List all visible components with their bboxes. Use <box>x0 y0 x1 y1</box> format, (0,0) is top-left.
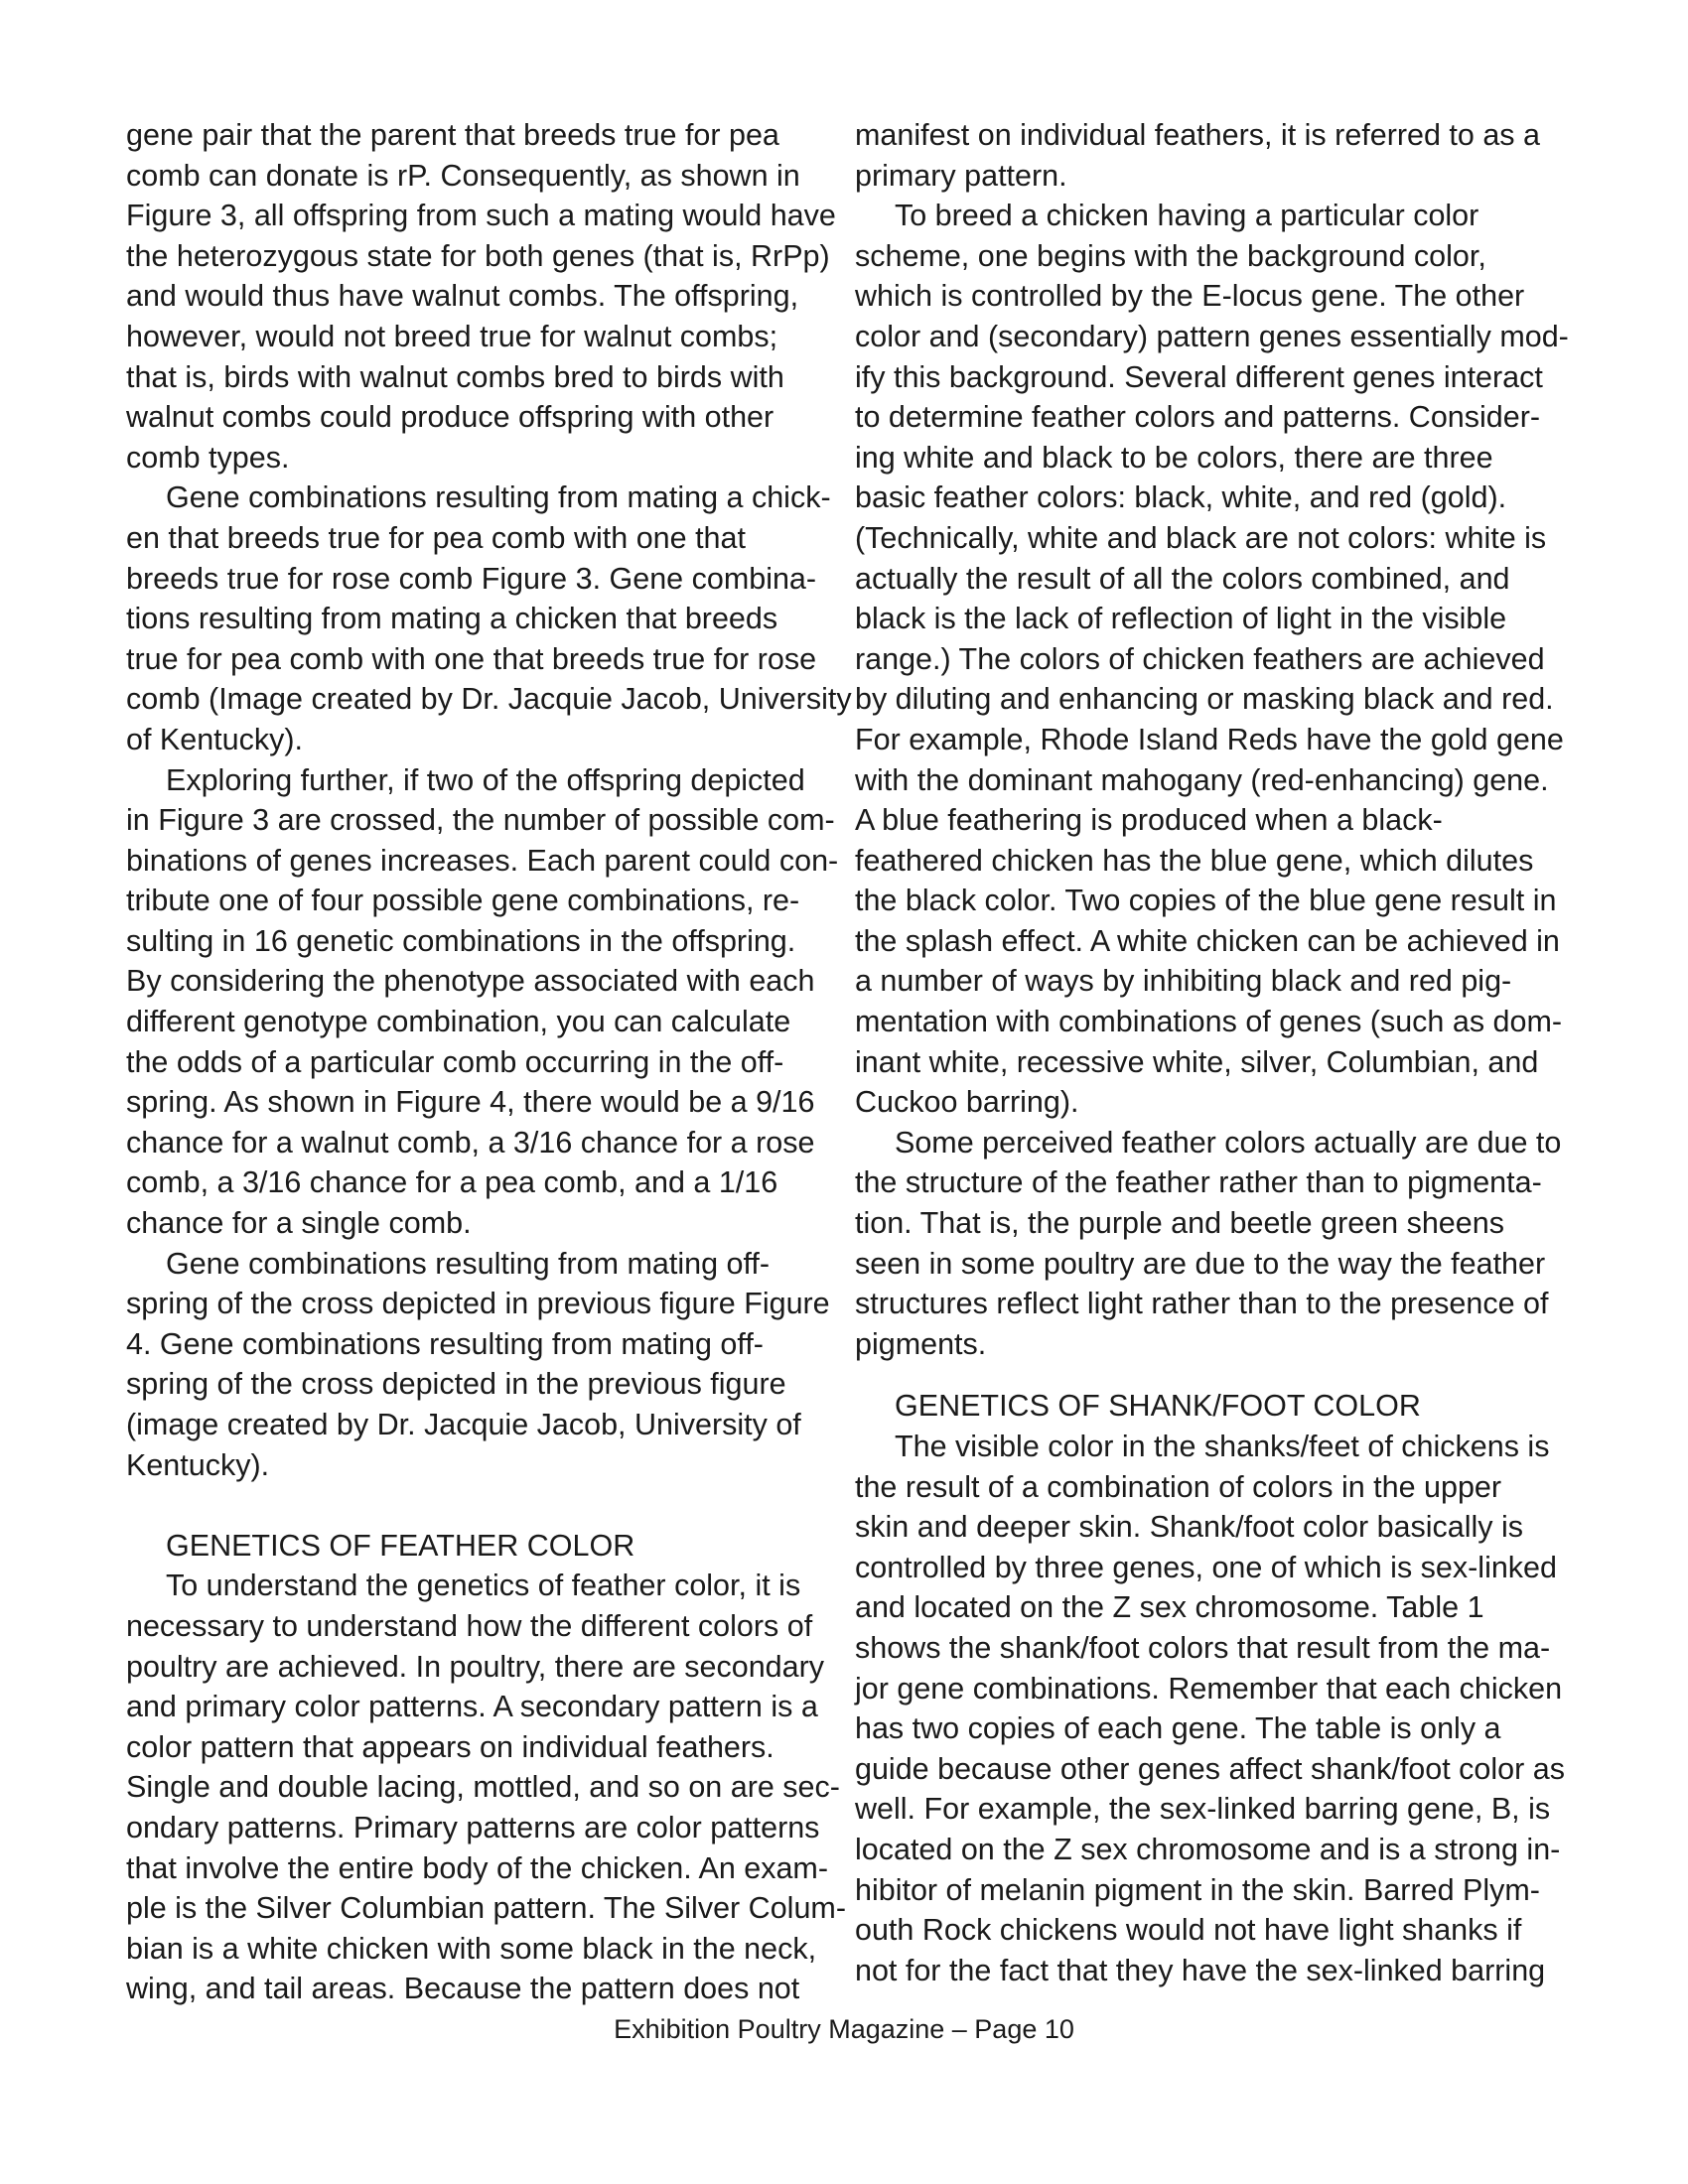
text-line: comb (Image created by Dr. Jacquie Jacob, University <box>126 682 852 717</box>
text-line: that is, birds with walnut combs bred to birds with <box>126 359 784 394</box>
text-line: tribute one of four possible gene combinations, re- <box>126 884 800 918</box>
text-line: black is the lack of reflection of light in the visible <box>855 602 1507 636</box>
text-line: spring of the cross depicted in the previous figure <box>126 1367 786 1402</box>
text-line: hibitor of melanin pigment in the skin. Barred Plym- <box>855 1872 1540 1907</box>
text-line: jor gene combinations. Remember that each chicken <box>855 1671 1563 1706</box>
text-line: by diluting and enhancing or masking black and red. <box>855 682 1554 717</box>
section-heading: GENETICS OF SHANK/FOOT COLOR <box>895 1389 1421 1424</box>
text-line: has two copies of each gene. The table is only a <box>855 1711 1501 1746</box>
text-line: bian is a white chicken with some black in the neck, <box>126 1931 817 1966</box>
text-line: sulting in 16 genetic combinations in the offspring. <box>126 923 796 958</box>
text-line: Figure 3, all offspring from such a mating would have <box>126 199 836 233</box>
section-heading: GENETICS OF FEATHER COLOR <box>166 1528 635 1563</box>
text-line: en that breeds true for pea comb with one that <box>126 520 746 555</box>
text-line: Kentucky). <box>126 1447 270 1482</box>
text-line: a number of ways by inhibiting black and red pig- <box>855 964 1512 999</box>
page-footer: Exhibition Poultry Magazine – Page 10 <box>614 2014 1074 2044</box>
paragraph-first-line: Gene combinations resulting from mating a chick- <box>166 480 831 515</box>
text-line: tion. That is, the purple and beetle green sheens <box>855 1206 1504 1241</box>
text-line: For example, Rhode Island Reds have the gold gene <box>855 722 1564 756</box>
text-line: skin and deeper skin. Shank/foot color basically is <box>855 1510 1524 1545</box>
text-line: seen in some poultry are due to the way the feather <box>855 1246 1546 1281</box>
text-line: actually the result of all the colors combined, and <box>855 561 1510 596</box>
text-line: gene pair that the parent that breeds true for pea <box>126 118 779 152</box>
right-text-column <box>855 115 1580 1990</box>
text-line: and located on the Z sex chromosome. Table 1 <box>855 1590 1484 1625</box>
text-line: A blue feathering is produced when a black- <box>855 803 1443 838</box>
text-line: ing white and black to be colors, there are three <box>855 440 1493 475</box>
text-line: however, would not breed true for walnut combs; <box>126 319 778 353</box>
text-line: By considering the phenotype associated with each <box>126 964 815 999</box>
text-line: basic feather colors: black, white, and red (gold). <box>855 480 1507 515</box>
paragraph-first-line: Gene combinations resulting from mating off- <box>166 1246 771 1281</box>
paragraph-spacer <box>855 1364 1580 1386</box>
text-line: the heterozygous state for both genes (that is, RrPp) <box>126 238 830 273</box>
text-line: well. For example, the sex-linked barring gene, B, is <box>855 1792 1551 1827</box>
text-line: wing, and tail areas. Because the pattern does not <box>126 1972 800 2006</box>
paragraph-first-line: Exploring further, if two of the offspring depicted <box>166 762 805 797</box>
text-line: shows the shank/foot colors that result from the ma- <box>855 1630 1551 1665</box>
text-line: in Figure 3 are crossed, the number of possible com- <box>126 803 835 838</box>
paragraph-first-line: The visible color in the shanks/feet of chickens is <box>895 1430 1550 1463</box>
text-line: range.) The colors of chicken feathers are achieved <box>855 641 1545 676</box>
text-line: manifest on individual feathers, it is referred to as a <box>855 118 1540 152</box>
text-line: and primary color patterns. A secondary pattern is a <box>126 1690 818 1724</box>
text-line: the structure of the feather rather than to pigmenta- <box>855 1165 1542 1200</box>
left-text-column <box>126 115 852 2009</box>
text-line: the odds of a particular comb occurring in the off- <box>126 1044 784 1079</box>
text-line: pigments. <box>855 1326 987 1361</box>
text-line: Cuckoo barring). <box>855 1085 1079 1120</box>
text-line: poultry are achieved. In poultry, there are secondary <box>126 1649 825 1684</box>
text-line: the result of a combination of colors in the upper <box>855 1469 1502 1504</box>
text-line: ify this background. Several different genes interact <box>855 359 1543 394</box>
text-line: feathered chicken has the blue gene, which dilutes <box>855 843 1534 878</box>
text-line: structures reflect light rather than to the presence of <box>855 1287 1549 1321</box>
text-line: that involve the entire body of the chicken. An exam- <box>126 1850 828 1885</box>
paragraph-spacer <box>126 1485 841 1526</box>
text-line: breeds true for rose comb Figure 3. Gene combina- <box>126 561 817 596</box>
text-line: of Kentucky). <box>126 722 303 756</box>
text-line: chance for a walnut comb, a 3/16 chance for a rose <box>126 1125 815 1160</box>
text-line: chance for a single comb. <box>126 1206 472 1241</box>
text-line: (Technically, white and black are not colors: white is <box>855 520 1547 555</box>
text-line: with the dominant mahogany (red-enhancing) gene. <box>855 762 1549 797</box>
text-line: comb, a 3/16 chance for a pea comb, and a 1/16 <box>126 1165 778 1200</box>
paragraph-first-line: To breed a chicken having a particular color <box>895 199 1479 233</box>
text-line: (image created by Dr. Jacquie Jacob, University of <box>126 1408 801 1441</box>
text-line: to determine feather colors and patterns. Consider- <box>855 400 1541 435</box>
paragraph-first-line: To understand the genetics of feather color, it is <box>166 1569 801 1603</box>
text-line: mentation with combinations of genes (such as dom- <box>855 1005 1563 1039</box>
text-line: spring. As shown in Figure 4, there would be a 9/16 <box>126 1085 815 1120</box>
text-line: comb can donate is rP. Consequently, as shown in <box>126 158 800 193</box>
text-line: located on the Z sex chromosome and is a strong in- <box>855 1832 1561 1866</box>
text-line: comb types. <box>126 440 290 475</box>
text-line: true for pea comb with one that breeds true for rose <box>126 641 817 676</box>
text-line: spring of the cross depicted in previous figure Figure <box>126 1287 830 1321</box>
text-line: binations of genes increases. Each parent could con- <box>126 843 839 878</box>
text-line: guide because other genes affect shank/foot color as <box>855 1751 1565 1786</box>
text-line: the splash effect. A white chicken can be achieved in <box>855 923 1560 958</box>
text-line: Single and double lacing, mottled, and so on are sec- <box>126 1770 840 1805</box>
text-line: ple is the Silver Columbian pattern. The Silver Colum- <box>126 1891 846 1926</box>
text-line: controlled by three genes, one of which is sex-linked <box>855 1550 1557 1584</box>
paragraph-first-line: Some perceived feather colors actually are due to <box>895 1125 1562 1160</box>
text-line: walnut combs could produce offspring with other <box>126 400 774 435</box>
text-line: primary pattern. <box>855 158 1067 193</box>
text-line: tions resulting from mating a chicken that breeds <box>126 602 778 636</box>
text-line: the black color. Two copies of the blue gene result in <box>855 884 1557 918</box>
text-line: different genotype combination, you can calculate <box>126 1005 791 1039</box>
text-line: which is controlled by the E-locus gene. The other <box>855 279 1525 314</box>
text-line: 4. Gene combinations resulting from mating off- <box>126 1326 764 1361</box>
text-line: necessary to understand how the different colors of <box>126 1608 813 1643</box>
text-line: ondary patterns. Primary patterns are color patterns <box>126 1810 820 1844</box>
text-line: outh Rock chickens would not have light shanks if <box>855 1913 1522 1948</box>
text-line: inant white, recessive white, silver, Columbian, and <box>855 1044 1539 1079</box>
text-line: and would thus have walnut combs. The offspring, <box>126 279 799 314</box>
text-line: color pattern that appears on individual feathers. <box>126 1729 774 1764</box>
text-line: color and (secondary) pattern genes essentially mod- <box>855 319 1569 353</box>
text-line: not for the fact that they have the sex-linked barring <box>855 1953 1546 1987</box>
text-line: scheme, one begins with the background color, <box>855 238 1486 273</box>
